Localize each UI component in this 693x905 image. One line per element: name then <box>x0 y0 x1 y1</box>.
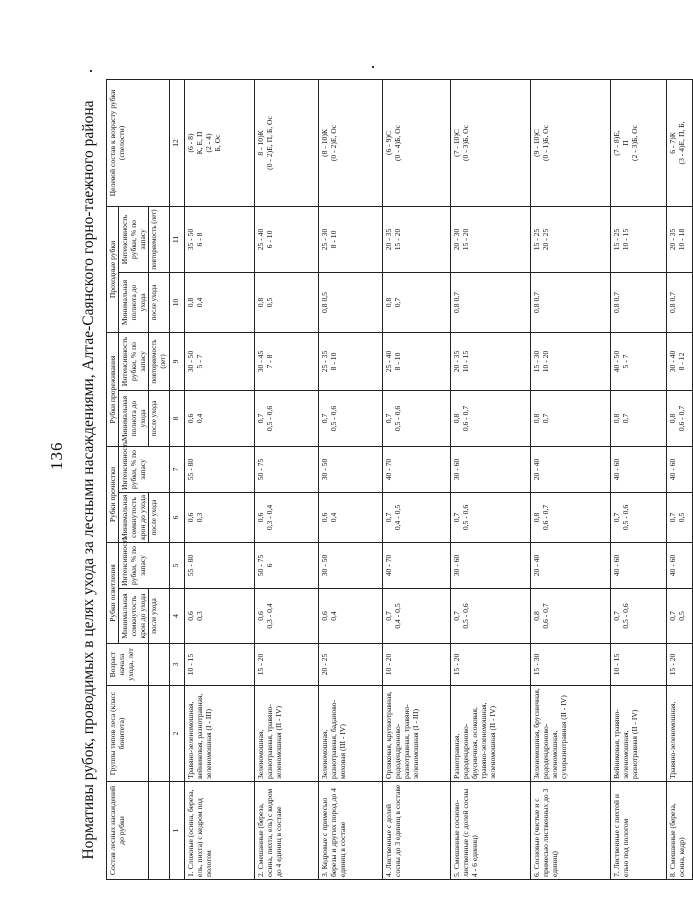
header-spacer-1 <box>149 782 170 880</box>
table-cell-col-9: 30 - 45 7 - 8 <box>255 332 319 390</box>
header-min-polnota-prorezh: Минимальная полнота до ухода <box>119 390 149 446</box>
table-cell-col-12: (7 - 8)Е, П (2 - 3)Б, Ос <box>611 79 667 206</box>
table-cell-col-3: 15 - 20 <box>255 644 319 686</box>
table-cell-col-8: 0,8 0,6 - 0,7 <box>451 390 531 446</box>
header-min-somknutost-osv: Минимальная сомкнутость крон до ухода <box>119 589 149 644</box>
col-number: 9 <box>170 332 185 390</box>
table-cell-col-1: 6. Сосновые (чистые и с примесью лиственных до 3 единиц) <box>531 782 611 880</box>
table-cell-col-6: 0,6 0,3 <box>185 493 255 543</box>
document-title: Нормативы рубок, проводимых в целях ухода за лесными насаждениями, Алтае-Саянского горно-таежного района <box>80 100 97 860</box>
table-cell-col-5: 40 - 60 <box>611 543 667 589</box>
header-povtor-prorezh: повторяемость (лет) <box>149 332 170 390</box>
table-cell-col-7: 55 - 80 <box>185 446 255 492</box>
table-cell-col-2: Орляковая, крупнотравная, рододендроново-разнотравная, травяно-зеленомошная (I - III) <box>383 686 451 782</box>
table-cell-col-1: 3. Кедровые с примесью березы и других пород до 4 единиц в составе <box>319 782 383 880</box>
table-cell-col-8: 0,8 0,7 <box>531 390 611 446</box>
header-intensivnost-pr: Интенсивность рубки, % по запасу <box>119 446 170 492</box>
table-cell-col-2: Травяно-зеленомошная, вейниковая, разнотравная, зеленомошная (I - III) <box>185 686 255 782</box>
table-cell-col-3: 10 - 20 <box>383 644 451 686</box>
table-cell-col-7: 50 - 75 <box>255 446 319 492</box>
table-cell-col-1: 2. Смешанные (береза, осина, пихта, ель) с кедром до 4 единиц в составе <box>255 782 319 880</box>
header-min-polnota-prohod: Минимальная полнота до ухода <box>119 272 149 332</box>
table-row <box>531 79 611 879</box>
header-posle-uhoda-osv: после ухода <box>149 589 170 644</box>
table-cell-col-6: 0,7 0,5 - 0,6 <box>611 493 667 543</box>
table-cell-col-11: 35 - 50 6 - 8 <box>185 206 255 272</box>
table-cell-col-2: Вейниковая, травяно-зеленомошная, разнотравная (II - IV) <box>611 686 667 782</box>
table-cell-col-9: 25 - 40 8 - 10 <box>383 332 451 390</box>
col-number: 2 <box>170 686 185 782</box>
col-number: 8 <box>170 390 185 446</box>
header-intensivnost-prohod: Интенсивность рубки, % по запасу <box>119 206 149 272</box>
table-cell-col-9: 15 - 30 10 - 20 <box>531 332 611 390</box>
table-row <box>319 79 383 879</box>
header-sostav: Состав лесных насаждений до рубки <box>107 782 149 880</box>
table-cell-col-11: 25 - 30 8 - 10 <box>319 206 383 272</box>
table-cell-col-9: 40 - 50 5 - 7 <box>611 332 667 390</box>
table-cell-col-10: 0,8 0,7 <box>451 272 531 332</box>
table-cell-col-12: 6 - 7)К (3 - 4)Е, П, Б, <box>667 79 693 206</box>
table-cell-col-2: Травяно-зеленомошная, <box>667 686 693 782</box>
table-cell-col-2: Разнотравная, рододендроново-брусничная, осоковая, травяно-зеленомошная, зеленомошная (II - IV) <box>451 686 531 782</box>
header-group-prochistka: Рубки прочистки <box>107 446 119 542</box>
table-row <box>383 79 451 879</box>
table-cell-col-4: 0,7 0,4 - 0,5 <box>383 589 451 644</box>
table-cell-col-8: 0,7 0,5 - 0,6 <box>319 390 383 446</box>
table-cell-col-5: 20 - 40 <box>531 543 611 589</box>
table-cell-col-6: 0,7 0,5 <box>667 493 693 543</box>
table-cell-col-2: Зеленомошная, разнотравная, баданово-моховая (III - IV) <box>319 686 383 782</box>
table-cell-col-2: Зеленомошная, брусничная, рододендроново-зеленомошная, сухоразнотравная (II - IV) <box>531 686 611 782</box>
table-cell-col-8: 0,7 0,5 - 0,6 <box>255 390 319 446</box>
table-cell-col-7: 30 - 50 <box>319 446 383 492</box>
header-intensivnost-prorezh: Интенсивность рубки, % по запасу <box>119 332 149 390</box>
table-cell-col-4: 0,7 0,5 - 0,6 <box>611 589 667 644</box>
table-cell-col-5: 30 - 60 <box>451 543 531 589</box>
header-intensivnost-osv: Интенсивность рубки, % по запасу <box>119 543 170 589</box>
table-cell-col-4: 0,6 0,3 - 0,4 <box>255 589 319 644</box>
table-cell-col-10: 0,8 0,7 <box>667 272 693 332</box>
header-group-prohodnye: Проходные рубки <box>107 206 119 332</box>
header-spacer-3 <box>149 644 170 686</box>
col-number: 6 <box>170 493 185 543</box>
table-cell-col-7: 40 - 60 <box>667 446 693 492</box>
table-cell-col-1: 5. Смешанные сосново-лиственные (с долей сосны 4 - 6 единиц) <box>451 782 531 880</box>
header-group-osvetlenie: Рубки осветления <box>107 543 119 644</box>
table-cell-col-10: 0,8 0,7 <box>383 272 451 332</box>
col-number: 5 <box>170 543 185 589</box>
table-cell-col-9: 30 - 40 8 - 12 <box>667 332 693 390</box>
scan-dot <box>372 66 374 68</box>
header-posle-uhoda-prohod: после ухода <box>149 272 170 332</box>
table-cell-col-1: 8. Смешанные (береза, осина, кедр) <box>667 782 693 880</box>
table-cell-col-11: 20 - 35 10 - 18 <box>667 206 693 272</box>
table-cell-col-4: 0,6 0,4 <box>319 589 383 644</box>
table-cell-col-8: 0,6 0,4 <box>185 390 255 446</box>
table-cell-col-7: 40 - 70 <box>383 446 451 492</box>
table-cell-col-11: 20 - 35 15 - 20 <box>383 206 451 272</box>
table-cell-col-10: 0,8 0,4 <box>185 272 255 332</box>
table-cell-col-12: (6 - 8) К, Е, П (2 - 4) Б, Ос <box>185 79 255 206</box>
table-cell-col-3: 10 - 15 <box>185 644 255 686</box>
table-cell-col-9: 20 - 35 10 - 15 <box>451 332 531 390</box>
table-cell-col-12: (8 - 10)К (0 - 2)Е, Ос <box>319 79 383 206</box>
header-vozrast: Возраст начала ухода, лет <box>107 644 149 686</box>
table-cell-col-8: 0,8 0,7 <box>611 390 667 446</box>
table-cell-col-11: 15 - 25 10 - 15 <box>611 206 667 272</box>
header-povtor-prohod: повторяемость (лет) <box>149 206 170 272</box>
col-number: 7 <box>170 446 185 492</box>
table-cell-col-1: 7. Лиственные с пихтой и елью под пологом <box>611 782 667 880</box>
table-cell-col-8: 0,8 0,6 - 0,7 <box>667 390 693 446</box>
page-number: 136 <box>47 441 66 470</box>
table-cell-col-6: 0,7 0,5 - 0,6 <box>451 493 531 543</box>
header-gruppy: Группы типов леса (класс бонитета) <box>107 686 149 782</box>
table-cell-col-12: (6 - 9)С (0 - 4)Б, Ос <box>383 79 451 206</box>
table-cell-col-3: 15 - 30 <box>531 644 611 686</box>
table-cell-col-3: 10 - 15 <box>611 644 667 686</box>
table-cell-col-11: 20 - 30 15 - 20 <box>451 206 531 272</box>
col-number: 11 <box>170 206 185 272</box>
table-cell-col-5: 40 - 60 <box>667 543 693 589</box>
table-cell-col-6: 0,6 0,3 - 0,4 <box>255 493 319 543</box>
table-cell-col-9: 30 - 50 5 - 7 <box>185 332 255 390</box>
table-cell-col-1: 4. Лиственные с долей сосны до 3 единиц в составе <box>383 782 451 880</box>
col-number: 10 <box>170 272 185 332</box>
table-cell-col-10: 0,8 0,7 <box>531 272 611 332</box>
table-cell-col-4: 0,8 0,6 - 0,7 <box>531 589 611 644</box>
table-row <box>667 79 693 879</box>
rotated-page-content <box>72 80 686 880</box>
col-number: 12 <box>170 79 185 206</box>
table-cell-col-10: 0,8 0,5 <box>255 272 319 332</box>
col-number: 3 <box>170 644 185 686</box>
table-cell-col-4: 0,6 0,3 <box>185 589 255 644</box>
table-cell-col-11: 15 - 25 20 - 25 <box>531 206 611 272</box>
table-cell-col-5: 50 - 75 6 <box>255 543 319 589</box>
table-cell-col-12: (7 - 10)С (0 - 3)Б, Ос <box>451 79 531 206</box>
column-number-row <box>170 79 185 879</box>
table-cell-col-12: 8 - 10)К (0 - 2)Е, П, Б, Ос <box>255 79 319 206</box>
table-cell-col-1: 1. Сложные (осина, береза, ель, пихта) с кедром под пологом <box>185 782 255 880</box>
table-cell-col-3: 15 - 20 <box>451 644 531 686</box>
norms-table <box>106 79 693 880</box>
table-cell-col-8: 0,7 0,5 - 0,6 <box>383 390 451 446</box>
table-row <box>255 79 319 879</box>
col-number: 1 <box>170 782 185 880</box>
table-cell-col-6: 0,7 0,4 - 0,5 <box>383 493 451 543</box>
header-spacer-2 <box>149 686 170 782</box>
table-cell-col-10: 0,8 0,7 <box>611 272 667 332</box>
table-cell-col-5: 30 - 50 <box>319 543 383 589</box>
table-cell-col-11: 25 - 40 6 - 10 <box>255 206 319 272</box>
scan-dot <box>90 70 92 72</box>
table-cell-col-6: 0,8 0,6 - 0,7 <box>531 493 611 543</box>
table-cell-col-7: 30 - 60 <box>451 446 531 492</box>
table-row <box>451 79 531 879</box>
header-celevoy-sostav: Целевой состав к возрасту рубки (спелости) <box>107 79 170 206</box>
table-cell-col-7: 20 - 40 <box>531 446 611 492</box>
table-cell-col-4: 0,7 0,5 <box>667 589 693 644</box>
table-cell-col-9: 25 - 35 8 - 10 <box>319 332 383 390</box>
table-cell-col-2: Зеленомошная, разнотравная, травяно-зеленомошная (II - IV) <box>255 686 319 782</box>
table-cell-col-10: 0,8 0,5 <box>319 272 383 332</box>
table-cell-col-4: 0,7 0,5 - 0,6 <box>451 589 531 644</box>
table-cell-col-12: (9 - 10)С (0 - 1)Б, Ос <box>531 79 611 206</box>
table-body <box>185 79 693 879</box>
col-number: 4 <box>170 589 185 644</box>
header-posle-uhoda-prorezh: после ухода <box>149 390 170 446</box>
table-cell-col-5: 40 - 70 <box>383 543 451 589</box>
table-cell-col-3: 15 - 20 <box>667 644 693 686</box>
table-row <box>185 79 255 879</box>
header-min-somknutost-pr: Минимальная сомкнутость крон до ухода <box>119 493 149 543</box>
table-cell-col-3: 20 - 25 <box>319 644 383 686</box>
header-group-prorezhivanie: Рубки прореживания <box>107 332 119 446</box>
table-cell-col-7: 40 - 60 <box>611 446 667 492</box>
table-cell-col-6: 0,6 0,4 <box>319 493 383 543</box>
table-cell-col-5: 55 - 80 <box>185 543 255 589</box>
header-posle-uhoda-pr: после ухода <box>149 493 170 543</box>
table-row <box>611 79 667 879</box>
